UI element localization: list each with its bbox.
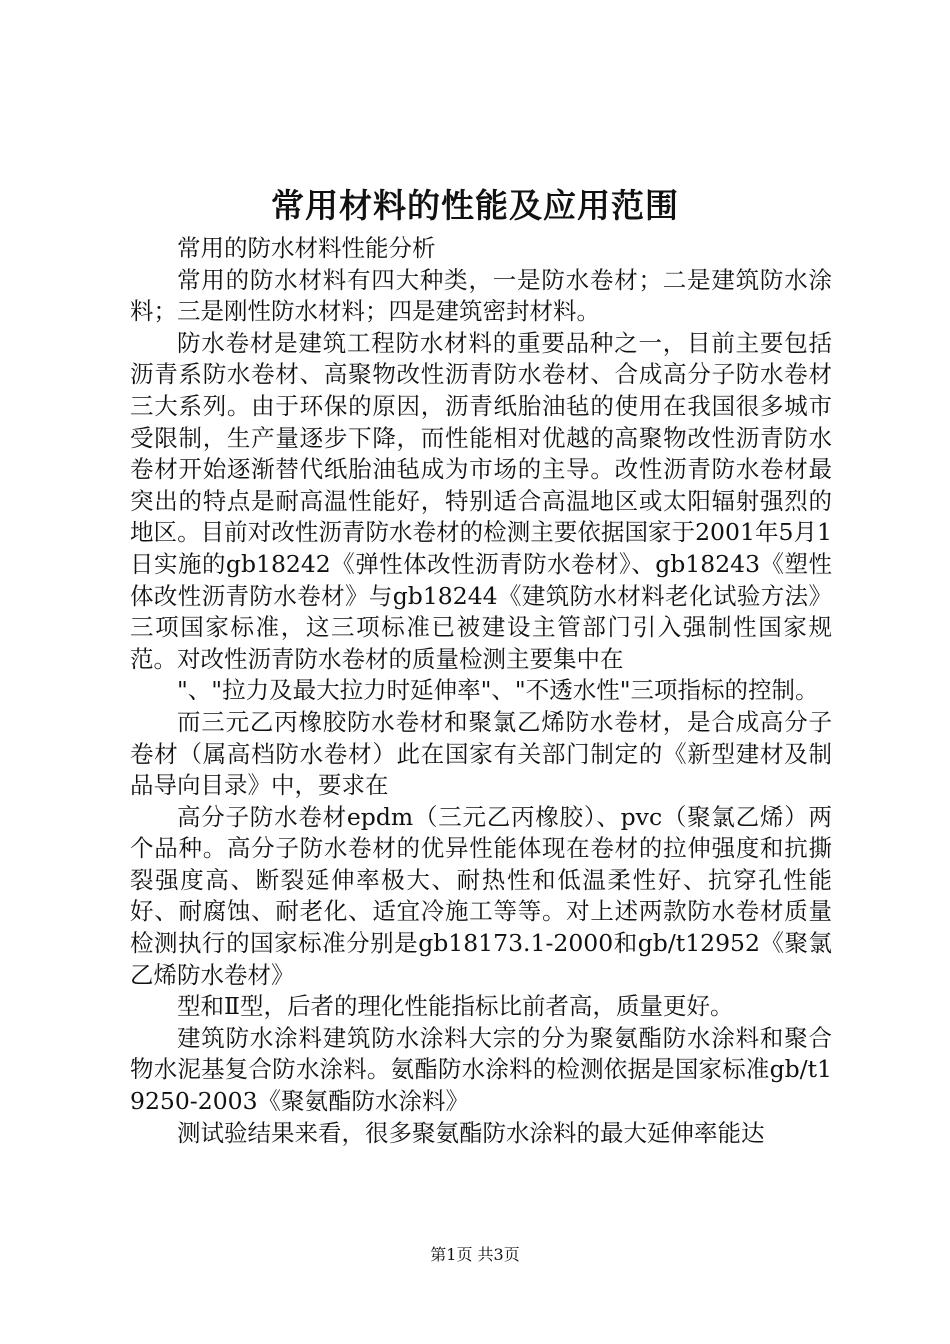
document-body	[130, 233, 832, 1149]
document-title: 常用材料的性能及应用范围	[271, 186, 679, 225]
paragraph: 测试验结果来看，很多聚氨酯防水涂料的最大延伸率能达	[177, 1118, 765, 1147]
paragraph: 而三元乙丙橡胶防水卷材和聚氯乙烯防水卷材，是合成高分子卷材（属高档防水卷材）此在国家有关部门制定的《新型建材及制品导向目录》中，要求在	[130, 707, 832, 800]
paragraph: 高分子防水卷材epdm（三元乙丙橡胶）、pvc（聚氯乙烯）两个品种。高分子防水卷材的优异性能体现在卷材的拉伸强度和抗撕裂强度高、断裂延伸率极大、耐热性和低温柔性好、抗穿孔性能好、耐腐蚀、耐老化、适宜冷施工等等。对上述两款防水卷材质量检测执行的国家标准分别是gb18173.1-2000和gb/t12952《聚氯乙烯防水卷材》	[130, 802, 832, 989]
paragraph: 常用的防水材料有四大种类，一是防水卷材；二是建筑防水涂料；三是刚性防水材料；四是建筑密封材料。	[130, 265, 832, 326]
paragraph: 建筑防水涂料建筑防水涂料大宗的分为聚氨酯防水涂料和聚合物水泥基复合防水涂料。氨酯防水涂料的检测依据是国家标准gb/t19250-2003《聚氨酯防水涂料》	[130, 1023, 832, 1116]
paragraph: "、"拉力及最大拉力时延伸率"、"不透水性"三项指标的控制。	[177, 676, 819, 705]
page-number-footer: 第1页 共3页	[430, 1245, 520, 1264]
paragraph: 型和Ⅱ型，后者的理化性能指标比前者高，质量更好。	[177, 992, 734, 1021]
section-heading: 常用的防水材料性能分析	[177, 234, 436, 262]
paragraph: 防水卷材是建筑工程防水材料的重要品种之一，目前主要包括沥青系防水卷材、高聚物改性沥青防水卷材、合成高分子防水卷材三大系列。由于环保的原因，沥青纸胎油毡的使用在我国很多城市受限制，生产量逐步下降，而性能相对优越的高聚物改性沥青防水卷材开始逐渐替代纸胎油毡成为市场的主导。改性沥青防水卷材最突出的特点是耐高温性能好，特别适合高温地区或太阳辐射强烈的地区。目前对改性沥青防水卷材的检测主要依据国家于2001年5月1日实施的gb18242《弹性体改性沥青防水卷材》、gb18243《塑性体改性沥青防水卷材》与gb18244《建筑防水材料老化试验方法》三项国家标准，这三项标准已被建设主管部门引入强制性国家规范。对改性沥青防水卷材的质量检测主要集中在	[130, 328, 832, 673]
